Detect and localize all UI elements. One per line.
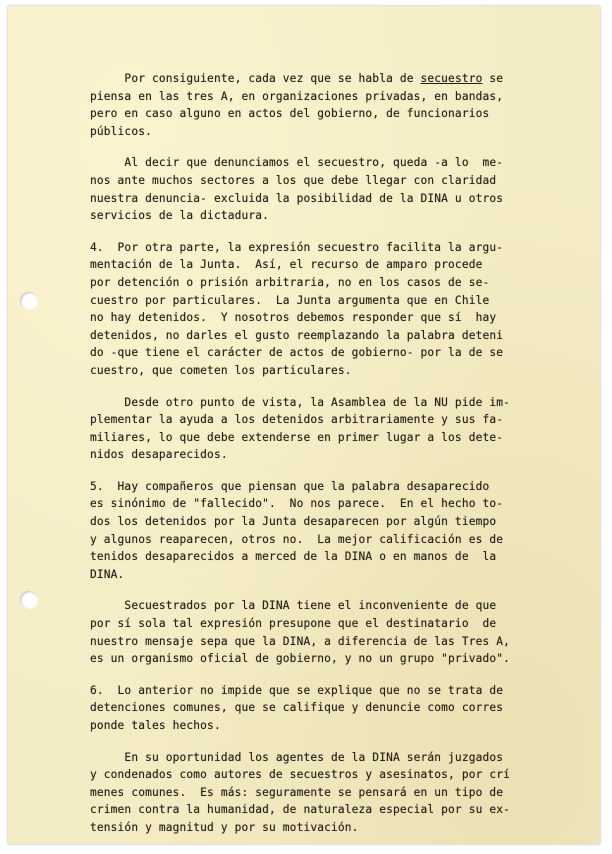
text-line: mentación de la Junta. Así, el recurso de amparo procede xyxy=(90,258,483,272)
paragraph xyxy=(90,239,550,380)
text-line: Secuestrados por la DINA tiene el inconveniente de que xyxy=(90,599,497,613)
paragraph xyxy=(90,70,550,140)
text-line: DINA. xyxy=(90,567,125,581)
text-line: nos ante muchos sectores a los que debe llegar con claridad xyxy=(90,173,497,187)
text-line: ponde tales hechos. xyxy=(90,719,221,732)
paragraph xyxy=(90,682,550,735)
text-line: menes comunes. Es más: seguramente se pensará en un tipo de xyxy=(90,785,504,799)
text-line: miliares, lo que debe extenderse en primer lugar a los dete- xyxy=(90,430,504,444)
paragraph xyxy=(90,478,550,584)
text-line: 6. Lo anterior no impide que se explique que no se trata de xyxy=(90,683,504,697)
text-line: 4. Por otra parte, la expresión secuestro facilita la argu- xyxy=(90,240,504,254)
typewritten-text xyxy=(90,70,550,837)
paragraph xyxy=(90,597,550,667)
text-line: crimen contra la humanidad, de naturaleza especial por su ex- xyxy=(90,803,511,817)
text-line: nidos desaparecidos. xyxy=(90,448,228,462)
text-line: y algunos reaparecen, otros no. La mejor calificación es de xyxy=(90,532,504,546)
text-line: plementar la ayuda a los detenidos arbitrariamente y sus fa- xyxy=(90,413,504,427)
text-line: do -que tiene el carácter de actos de gobierno- por la de se xyxy=(90,346,504,360)
text-line: piensa en las tres A, en organizaciones privadas, en bandas, xyxy=(90,89,504,103)
text-line: cuestro, que cometen los particulares. xyxy=(90,363,352,377)
text-line: no hay detenidos. Y nosotros debemos responder que sí hay xyxy=(90,311,497,325)
text-line: por detención o prisión arbitraria, no en los casos de se- xyxy=(90,275,490,289)
punch-hole xyxy=(20,591,38,609)
text-line: nuestra denuncia- excluida la posibilidad de la DINA u otros xyxy=(90,191,504,205)
paper-sheet xyxy=(8,6,600,844)
text-line: Desde otro punto de vista, la Asamblea de la NU pide im- xyxy=(90,395,511,409)
text-line: dos los detenidos por la Junta desaparecen por algún tiempo xyxy=(90,515,497,529)
text-line: detenidos, no darles el gusto reemplazando la palabra deteni xyxy=(90,328,504,342)
text-line: 5. Hay compañeros que piensan que la palabra desaparecido xyxy=(90,479,490,493)
text-line: En su oportunidad los agentes de la DINA serán juzgados xyxy=(90,750,504,764)
text-line: detenciones comunes, que se califique y denuncie como corres xyxy=(90,701,504,715)
paragraph xyxy=(90,154,550,224)
text-line: Al decir que denunciamos el secuestro, queda -a lo me- xyxy=(90,156,504,170)
text-line: tensión y magnitud y por su motivación. xyxy=(90,820,359,834)
text-line: es un organismo oficial de gobierno, y no un grupo "privado". xyxy=(90,652,511,666)
text-line: nuestro mensaje sepa que la DINA, a diferencia de las Tres A, xyxy=(90,634,511,648)
text-segment: se xyxy=(482,72,504,85)
paragraph xyxy=(90,394,550,464)
text-line: pero en caso alguno en actos del gobierno, de funcionarios xyxy=(90,107,490,121)
text-line: cuestro por particulares. La Junta argumenta que en Chile xyxy=(90,293,490,307)
punch-hole xyxy=(20,292,38,310)
text-line: y condenados como autores de secuestros y asesinatos, por crí xyxy=(90,768,511,782)
underlined-word: secuestro xyxy=(420,72,483,85)
text-line xyxy=(90,70,550,88)
paragraph xyxy=(90,749,550,837)
text-line: públicos. xyxy=(90,124,152,138)
text-segment: Por consiguiente, cada vez que se habla de xyxy=(90,72,421,85)
text-line: tenidos desaparecidos a merced de la DINA o en manos de la xyxy=(90,550,497,564)
text-line: es sinónimo de "fallecido". No nos parece. En el hecho to- xyxy=(90,497,504,511)
text-line: servicios de la dictadura. xyxy=(90,209,270,223)
text-line: por sí sola tal expresión presupone que el destinatario de xyxy=(90,617,497,631)
